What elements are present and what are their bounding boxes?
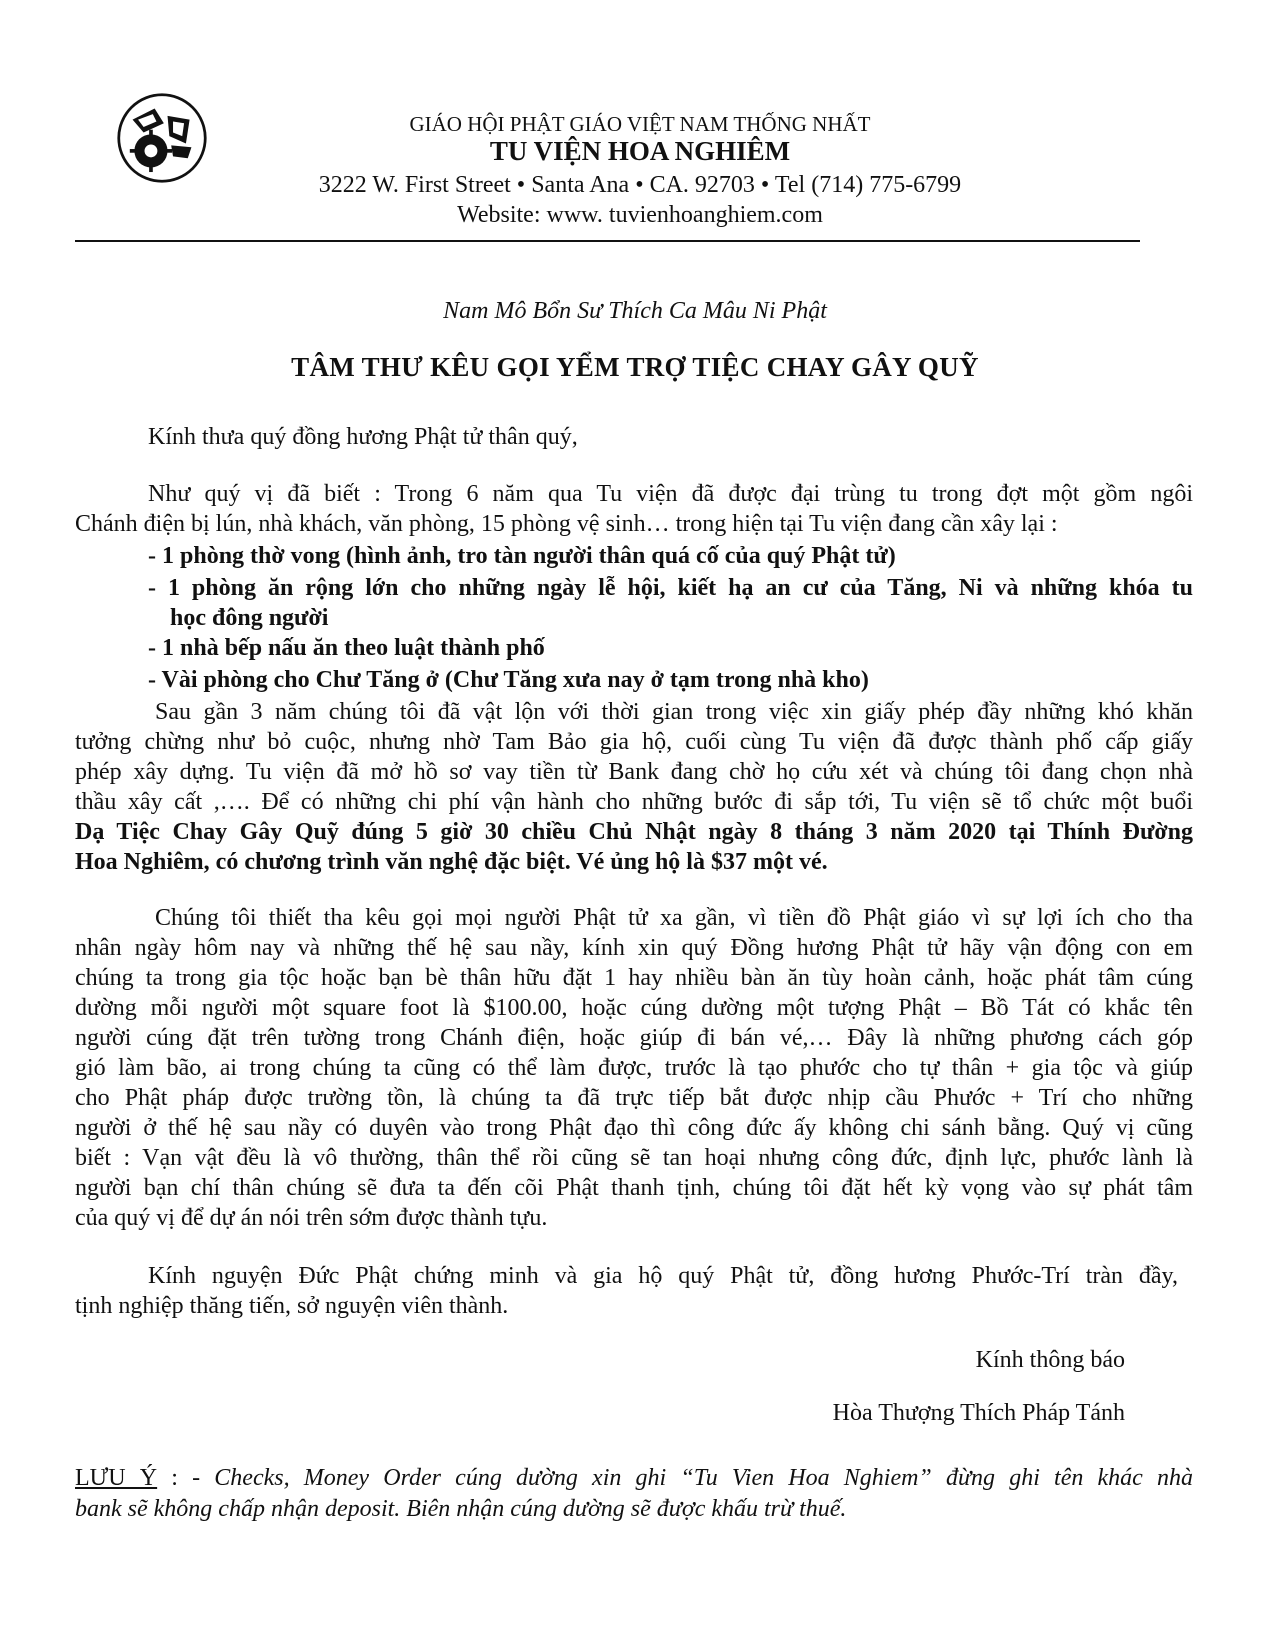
note-line-2: bank sẽ không chấp nhận deposit. Biên nhận cúng dường sẽ được khấu trừ thuế. (75, 1496, 847, 1522)
wheel-and-lotus-seal-icon (116, 92, 208, 184)
note-text-1: Checks, Money Order cúng dường xin ghi “Tu Vien Hoa Nghiem” đừng ghi tên khác nhà (214, 1465, 1193, 1491)
event-announcement-line-1: Dạ Tiệc Chay Gây Quỹ đúng 5 giờ 30 chiều Chủ Nhật ngày 8 tháng 3 năm 2020 tại Thính Đường (75, 819, 1193, 845)
paragraph-2-line-3: phép xây dựng. Tu viện đã mở hồ sơ vay tiền từ Bank đang chờ họ cứu xét và chúng tôi đang chọn nhà (75, 759, 1193, 785)
paragraph-2-line-1: Sau gần 3 năm chúng tôi đã vật lộn với thời gian trong việc xin giấy phép đầy những khó khăn (155, 699, 1193, 725)
header-divider (75, 240, 1140, 242)
paragraph-3-line-7: cho Phật pháp được trường tồn, là chúng ta đã trực tiếp bắt được nhịp cầu Phước + Trí cho những (75, 1085, 1193, 1111)
temple-name: TU VIỆN HOA NGHIÊM (489, 136, 791, 166)
needs-item: - 1 nhà bếp nấu ăn theo luật thành phố (148, 635, 545, 661)
paragraph-3-line-2: nhân ngày hôm nay và những thế hệ sau nầy, kính xin quý Đồng hương Phật tử hãy vận động con em (75, 935, 1193, 961)
closing-line-2: tịnh nghiệp thăng tiến, sở nguyện viên thành. (75, 1293, 509, 1319)
paragraph-3-line-8: người ở thế hệ sau nầy có duyên vào trong Phật đạo thì công đức ấy không chi sánh bằng. Quý vị cũng (75, 1115, 1193, 1141)
temple-website: Website: www. tuvienhoanghiem.com (457, 202, 823, 228)
paragraph-2-line-4: thầu xây cất ,…. Để có những chi phí vận hành cho những bước đi sắp tới, Tu viện sẽ tổ chức một buổi (75, 789, 1193, 815)
note-label: LƯU Ý (75, 1465, 158, 1491)
needs-item: - Vài phòng cho Chư Tăng ở (Chư Tăng xưa nay ở tạm trong nhà kho) (148, 667, 869, 693)
paragraph-1-line-1: Như quý vị đã biết : Trong 6 năm qua Tu viện đã được đại trùng tu trong đợt một gồm ngôi (148, 481, 1193, 507)
paragraph-3-line-6: gió làm bão, ai trong chúng ta cũng có thể làm được, trước là tạo phước cho tự thân + gia tộc và giúp (75, 1055, 1193, 1081)
paragraph-2-line-2: tưởng chừng như bỏ cuộc, nhưng nhờ Tam Bảo gia hộ, cuối cùng Tu viện đã được thành phố cấp giấy (75, 729, 1193, 755)
temple-address: 3222 W. First Street • Santa Ana • CA. 92703 • Tel (714) 775-6799 (318, 172, 962, 198)
paragraph-3-line-1: Chúng tôi thiết tha kêu gọi mọi người Phật tử xa gần, vì tiền đồ Phật giáo vì sự lợi ích cho tha (155, 905, 1193, 931)
paragraph-3-line-4: dường mỗi người một square foot là $100.00, hoặc cúng dường một tượng Phật – Bồ Tát có khắc tên (75, 995, 1193, 1021)
note-line-1 (75, 1463, 1193, 1493)
paragraph-3-line-5: người cúng đặt trên tường trong Chánh điện, hoặc giúp đi bán vé,… Đây là những phương cách góp (75, 1025, 1193, 1051)
signer-name: Hòa Thượng Thích Pháp Tánh (832, 1400, 1125, 1426)
greeting: Kính thưa quý đồng hương Phật tử thân quý, (148, 424, 578, 450)
letter-title: TÂM THƯ KÊU GỌI YỂM TRỢ TIỆC CHAY GÂY QUỸ (291, 352, 979, 382)
sign-off: Kính thông báo (975, 1347, 1125, 1373)
closing-line-1: Kính nguyện Đức Phật chứng minh và gia hộ quý Phật tử, đồng hương Phước-Trí tràn đầy, (148, 1263, 1178, 1289)
event-announcement-line-2: Hoa Nghiêm, có chương trình văn nghệ đặc biệt. Vé ủng hộ là $37 một vé. (75, 849, 828, 875)
needs-item: - 1 phòng thờ vong (hình ảnh, tro tàn người thân quá cố của quý Phật tử) (148, 543, 896, 569)
note-separator: : - (157, 1465, 215, 1491)
needs-item: - 1 phòng ăn rộng lớn cho những ngày lễ hội, kiết hạ an cư của Tăng, Ni và những khóa tu (148, 575, 1193, 601)
paragraph-3-line-10: người bạn chí thân chúng sẽ đưa ta đến cõi Phật thanh tịnh, chúng tôi đặt hết kỳ vọng vào sự phát tâm (75, 1175, 1193, 1201)
organization-name: GIÁO HỘI PHẬT GIÁO VIỆT NAM THỐNG NHẤT (409, 112, 871, 136)
invocation: Nam Mô Bổn Sư Thích Ca Mâu Ni Phật (443, 298, 827, 324)
paragraph-3-line-9: biết : Vạn vật đều là vô thường, thân thể rồi cũng sẽ tan hoại nhưng công đức, định lực, phước lành là (75, 1145, 1193, 1171)
paragraph-1-line-2: Chánh điện bị lún, nhà khách, văn phòng, 15 phòng vệ sinh… trong hiện tại Tu viện đang cần xây lại : (75, 511, 1058, 537)
paragraph-3-line-11: của quý vị để dự án nói trên sớm được thành tựu. (75, 1205, 548, 1231)
paragraph-3-line-3: chúng ta trong gia tộc hoặc bạn bè thân hữu đặt 1 hay nhiều bàn ăn tùy hoàn cảnh, hoặc phát tâm cúng (75, 965, 1193, 991)
needs-item-continuation: học đông người (170, 605, 329, 631)
